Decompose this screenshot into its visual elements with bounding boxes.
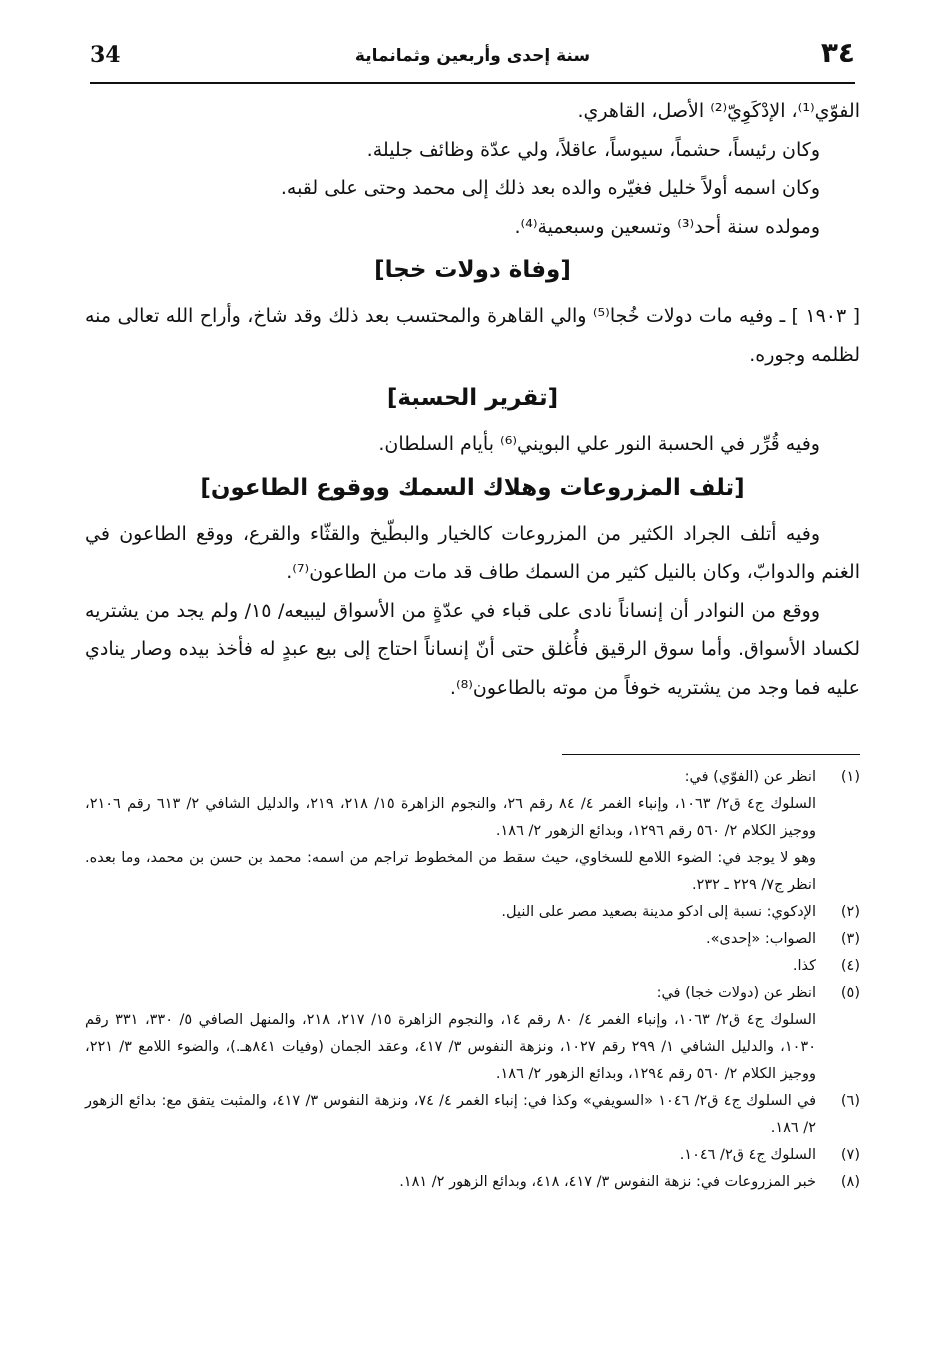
paragraph: ومولده سنة أحد⁽³⁾ وتسعين وسبعمية⁽⁴⁾. xyxy=(514,215,820,238)
paragraph: الفوّي⁽¹⁾، الإدْكَوِيّ⁽²⁾ الأصل، القاهري. xyxy=(577,100,860,122)
footnote xyxy=(85,926,860,953)
page-number-arabic: ٣٤ xyxy=(820,36,855,69)
page-number-latin: 34 xyxy=(90,42,121,68)
footnote-divider xyxy=(562,754,860,755)
page-header xyxy=(90,38,855,84)
footnote xyxy=(85,764,860,899)
footnote xyxy=(85,953,860,980)
paragraph: ووقع من النوادر أن إنساناً نادى على قباء في عدّةٍ من الأسواق ليبيعه/ ١٥/ ولم يجد من يشتريه لكساد الأسواق. وأما سوق الرقيق فأُغلق حتى أنّ إنساناً احتاج إلى بيع عبدٍ له فأخذ بيده وصار ينادي عليه فما وجد من يشتريه خوفاً من موته بالطاعون⁽⁸⁾. xyxy=(85,599,860,699)
paragraph: وفيه أتلف الجراد الكثير من المزروعات كالخيار والبطّيخ والقثّاء والقرع، ووقع الطاعون في الغنم والدوابّ، وكان بالنيل كثير من السمك طاف قد مات من الطاعون⁽⁷⁾. xyxy=(85,522,860,583)
footnote-number: (٨) xyxy=(840,1174,860,1190)
footnote-number: (٥) xyxy=(840,985,860,1001)
section-heading-text: [وفاة دولات خجا] xyxy=(374,257,571,283)
footnote-number: (٤) xyxy=(840,958,860,974)
footnotes xyxy=(85,764,860,1196)
paragraph: وكان رئيساً، حشماً، سيوساً، عاقلاً، ولي عدّة وظائف جليلة. xyxy=(366,138,820,161)
footnote-text: في السلوك ج٤ ق٢/ ١٠٤٦ «السويفي» وكذا في: إنباء الغمر ٤/ ٧٤، ونزهة النفوس ٣/ ٤١٧، والمثبت يتفق مع: بدائع الزهور ٢/ ١٨٦. xyxy=(85,1093,817,1136)
section-heading xyxy=(85,378,860,419)
footnote-text: الإدكوي: نسبة إلى ادكو مدينة بصعيد مصر على النيل. xyxy=(501,904,816,920)
paragraph: [ ١٩٠٣ ] ـ وفيه مات دولات خُجا⁽⁵⁾ والي القاهرة والمحتسب بعد ذلك وقد شاخ، وأراح الله تعالى منه لظلمه وجوره. xyxy=(85,305,861,366)
section-heading xyxy=(85,250,860,291)
main-text xyxy=(85,92,860,707)
footnote-text: السلوك ج٤ ق٢/ ١٠٦٣، وإنباء الغمر ٤/ ٨٤ رقم ٢٦، والنجوم الزاهرة ١٥/ ٢١٨، ٢١٩، والدليل الشافي ٢/ ٦١٣ رقم ٢١٠٦، ووجيز الكلام ٢/ ٥٦٠ رقم ١٢٩٦، وبدائع الزهور ٢/ ١٨٦. xyxy=(85,796,816,839)
footnote-text: الصواب: «إحدى». xyxy=(706,931,816,947)
footnote-text: السلوك ج٤ ق٢/ ١٠٤٦. xyxy=(679,1147,816,1163)
paragraph: وفيه قُرِّر في الحسبة النور علي البويني⁽⁶⁾ بأيام السلطان. xyxy=(378,433,820,455)
footnote-number: (٢) xyxy=(840,904,860,920)
footnote-number: (١) xyxy=(840,769,860,785)
footnote xyxy=(85,1088,860,1142)
section-heading xyxy=(85,468,860,509)
section-heading-text: [تقرير الحسبة] xyxy=(386,385,559,411)
footnote xyxy=(85,1142,860,1169)
footnote-text: وهو لا يوجد في: الضوء اللامع للسخاوي، حيث سقط من المخطوط تراجم من اسمه: محمد بن حسن بن محمد، وما بعده. انظر ج٧/ ٢٢٩ ـ ٢٣٢. xyxy=(85,850,816,893)
footnote-number: (٦) xyxy=(840,1093,860,1109)
footnote-text: انظر عن (الفوّي) في: xyxy=(684,769,816,785)
footnote-number: (٣) xyxy=(840,931,860,947)
paragraph: وكان اسمه أولاً خليل فغيّره والده بعد ذلك إلى محمد وحتى على لقبه. xyxy=(280,177,820,199)
footnote xyxy=(85,1169,860,1196)
footnote-text: خبر المزروعات في: نزهة النفوس ٣/ ٤١٧، ٤١٨، وبدائع الزهور ٢/ ١٨١. xyxy=(399,1174,816,1190)
running-title: سنة إحدى وأربعين وثمانماية xyxy=(354,46,591,66)
footnote-text: كذا. xyxy=(792,958,816,974)
footnote xyxy=(85,899,860,926)
footnote-text: السلوك ج٤ ق٢/ ١٠٦٣، وإنباء الغمر ٤/ ٨٠ رقم ١٤، والنجوم الزاهرة ١٥/ ٢١٧، ٢١٨، والمنهل الصافي ٥/ ٣٣٠، ٣٣١ رقم ١٠٣٠، والدليل الشافي ١/ ٢٩٩ رقم ١٠٢٧، ونزهة النفوس ٣/ ٤١٧، وعقد الجمان (وفيات ٨٤١هـ.)، والضوء اللامع ٣/ ٢٢١، ووجيز الكلام ٢/ ٥٦٠ رقم ١٢٩٤، وبدائع الزهور ٢/ ١٨٦. xyxy=(85,1012,816,1082)
footnote-text: انظر عن (دولات خجا) في: xyxy=(656,985,816,1001)
footnote-number: (٧) xyxy=(840,1147,860,1163)
section-heading-text: [تلف المزروعات وهلاك السمك ووقوع الطاعون] xyxy=(200,474,745,501)
footnote xyxy=(85,980,860,1088)
